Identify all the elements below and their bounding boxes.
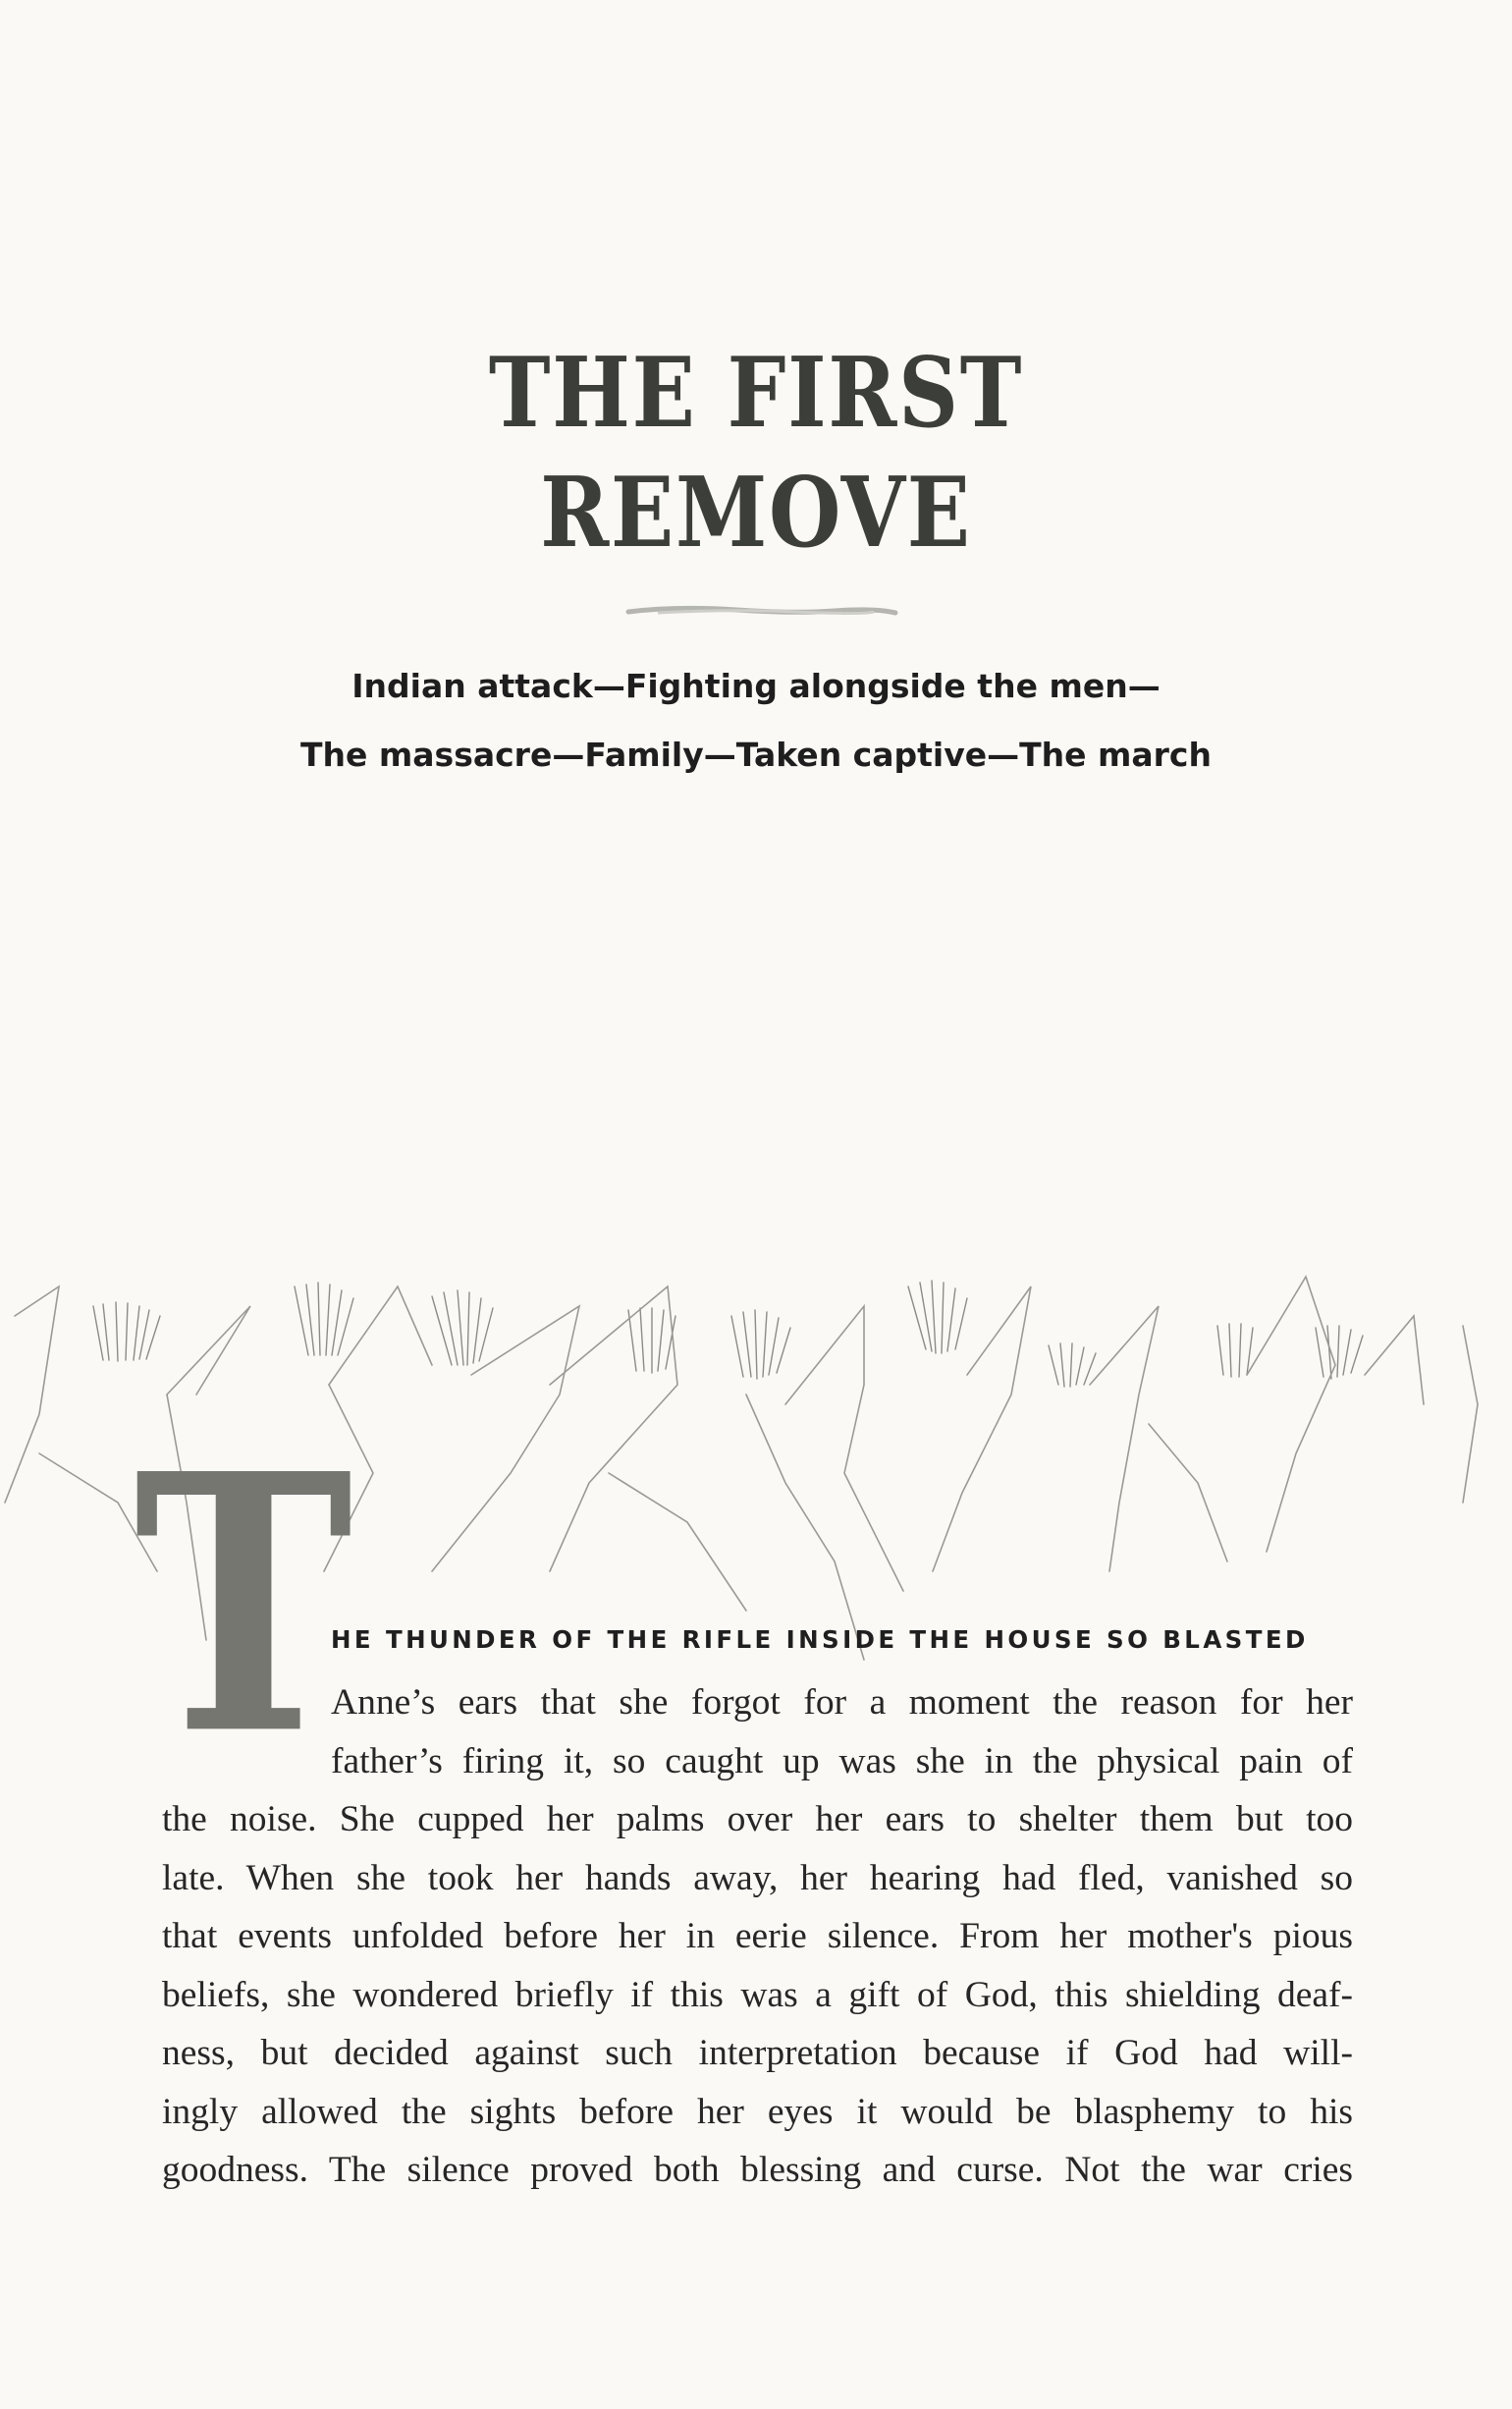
synopsis-line-1: Indian attack—Fighting alongside the men— — [351, 667, 1161, 705]
chapter-synopsis — [0, 652, 1512, 790]
body-line: beliefs, she wondered briefly if this was a gift of God, this shielding deaf- — [162, 1974, 1353, 2015]
chapter-title-line-2: REMOVE — [540, 457, 972, 570]
drop-cap-letter: T — [134, 1397, 353, 1814]
lead-in-small-caps: HE THUNDER OF THE RIFLE INSIDE THE HOUSE SO BLASTED — [331, 1625, 1309, 1654]
synopsis-line-2: The massacre—Family—Taken captive—The march — [300, 736, 1212, 774]
body-line: late. When she took her hands away, her hearing had fled, vanished so — [162, 1857, 1353, 1898]
body-line: goodness. The silence proved both blessing and curse. Not the war cries — [162, 2150, 1353, 2190]
sketch-feathers — [93, 1281, 1363, 1387]
body-line: ingly allowed the sights before her eyes it would be blasphemy to his — [162, 2091, 1353, 2132]
body-line: ness, but decided against such interpretation because if God had will- — [162, 2033, 1353, 2073]
body-line: father’s firing it, so caught up was she in the physical pain of — [331, 1740, 1353, 1781]
body-line: Anne’s ears that she forgot for a moment the reason for her — [331, 1682, 1353, 1723]
chapter-title — [106, 334, 1406, 574]
body-line: that events unfolded before her in eerie silence. From her mother's pious — [162, 1916, 1353, 1956]
chapter-title-line-1: THE FIRST — [488, 337, 1024, 450]
body-line: the noise. She cupped her palms over her ears to shelter them but too — [162, 1799, 1353, 1839]
drop-cap — [134, 1397, 353, 1814]
ornamental-rule — [619, 604, 903, 618]
